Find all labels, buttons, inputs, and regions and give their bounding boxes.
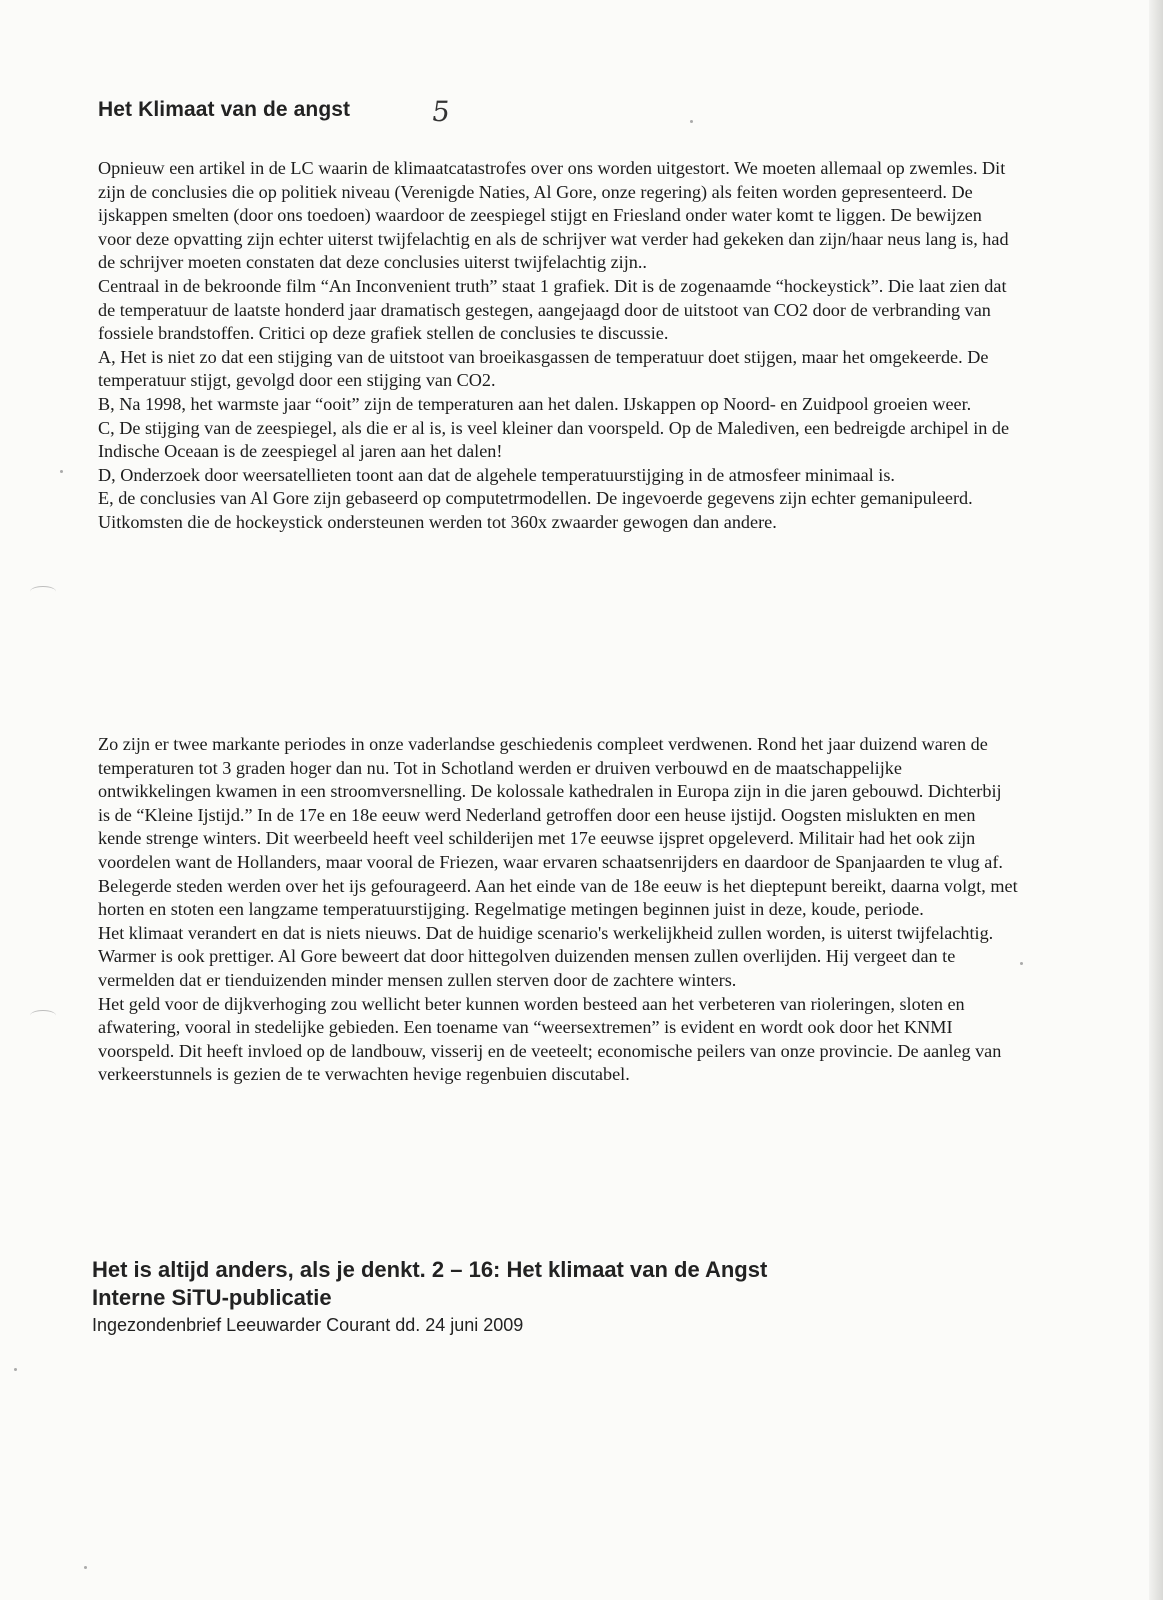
paragraph-climate-change: Het klimaat verandert en dat is niets nieuws. Dat de huidige scenario's werkelijkheid zullen worden, is uiterst twijfelachtig. Warmer is ook prettiger. Al Gore beweert dat door hittegolven duizenden mensen zullen overlijden. Hij vergeet dan te vermelden dat er tienduizenden minder mensen zullen sterven door de zachtere winters. (98, 922, 994, 990)
footer-source: Ingezondenbrief Leeuwarder Courant dd. 24 juni 2009 (92, 1315, 524, 1335)
footer-title-line2: Interne SiTU-publicatie (92, 1285, 332, 1310)
scan-dot (690, 120, 693, 123)
scan-dot (14, 1368, 17, 1371)
scan-dot (1020, 962, 1023, 965)
paragraph-point-e: E, de conclusies van Al Gore zijn gebaseerd op computetrmodellen. De ingevoerde gegevens zijn echter gemanipuleerd. Uitkomsten die de hockeystick ondersteunen werden tot 360x zwaarder gewogen dan andere. (98, 488, 973, 532)
scan-dot (60, 470, 63, 473)
scan-dot (84, 1566, 87, 1569)
paragraph-point-d: D, Onderzoek door weersatellieten toont aan dat de algehele temperatuurstijging in de atmosfeer minimaal is. (98, 464, 895, 485)
scan-mark (30, 586, 56, 597)
article-heading: Het Klimaat van de angst (98, 98, 351, 121)
paragraph-point-b: B, Na 1998, het warmste jaar “ooit” zijn de temperaturen aan het dalen. IJskappen op Noord- en Zuidpool groeien weer. (98, 393, 972, 414)
footer-title-line1: Het is altijd anders, als je denkt. 2 – 16: Het klimaat van de Angst (92, 1257, 768, 1282)
paragraph-intro: Opnieuw een artikel in de LC waarin de klimaatcatastrofes over ons worden uitgestort. We moeten allemaal op zwemles. Dit zijn de conclusies die op politiek niveau (Verenigde Naties, Al Gore, onze regering) als feiten worden gepresenteerd. De ijskappen smelten (door ons toedoen) waardoor de zeespiegel stijgt en Friesland onder water komt te liggen. De bewijzen voor deze opvatting zijn echter uiterst twijfelachtig en als de schrijver wat verder had gekeken dan zijn/haar neus lang is, had de schrijver moeten constaten dat deze conclusies uiterst twijfelachtig zijn.. (98, 158, 1009, 273)
handwritten-page-number: 5 (429, 95, 453, 128)
footer-title (92, 1256, 767, 1312)
paragraph-history: Zo zijn er twee markante periodes in onze vaderlandse geschiedenis compleet verdwenen. Rond het jaar duizend waren de temperaturen tot 3 graden hoger dan nu. Tot in Schotland werden er druiven verbouwd en de maatschappelijke ontwikkelingen kwamen in een stroomversnelling. De kolossale kathedralen in Europa zijn in die jaren gebouwd. Dichterbij is de “Kleine Ijstijd.” In de 17e en 18e eeuw werd Nederland getroffen door een heuse ijstijd. Oogsten mislukten en men kende strenge winters. Dit weerbeeld heeft veel schilderijen met 17e eeuwse ijspret opgeleverd. Militair had het ook zijn voordelen want de Hollanders, maar vooral de Friezen, waar ervaren schaatsenrijders en daardoor de Spanjaarden te vlug af. Belegerde steden werden over het ijs gefourageerd. Aan het einde van de 18e eeuw is het dieptepunt bereikt, daarna volgt, met horten en stoten een langzame temperatuurstijging. Regelmatige metingen beginnen juist in deze, koude, periode. (98, 734, 1018, 920)
article-body-part1 (98, 157, 1018, 535)
article-body-part2 (98, 733, 1018, 1087)
paragraph-hockeystick: Centraal in de bekroonde film “An Inconvenient truth” staat 1 grafiek. Dit is de zogenaamde “hockeystick”. Die laat zien dat de temperatuur de laatste honderd jaar dramatisch gestegen, aangejaagd door de uitstoot van CO2 door de verbranding van fossiele brandstoffen. Critici op deze grafiek stellen de conclusies te discussie. (98, 275, 1007, 344)
paragraph-point-a: A, Het is niet zo dat een stijging van de uitstoot van broeikasgassen de temperatuur doet stijgen, maar het omgekeerde. De temperatuur stijgt, gevolgd door een stijging van CO2. (98, 346, 989, 391)
page-edge-shadow (1149, 0, 1163, 1600)
paragraph-dike-funding: Het geld voor de dijkverhoging zou wellicht beter kunnen worden besteed aan het verbeteren van rioleringen, sloten en afwatering, vooral in stedelijke gebieden. Een toename van “weersextremen” is evident en wordt ook door het KNMI voorspeld. Dit heeft invloed op de landbouw, visserij en de veeteelt; economische peilers van onze provincie. De aanleg van verkeerstunnels is gezien de te verwachten hevige regenbuien discutabel. (98, 993, 1002, 1085)
paragraph-point-c: C, De stijging van de zeespiegel, als die er al is, is veel kleiner dan voorspeld. Op de Malediven, een bedreigde archipel in de Indische Oceaan is de zeespiegel al jaren aan het dalen! (98, 417, 1010, 462)
scan-mark (30, 1010, 56, 1021)
